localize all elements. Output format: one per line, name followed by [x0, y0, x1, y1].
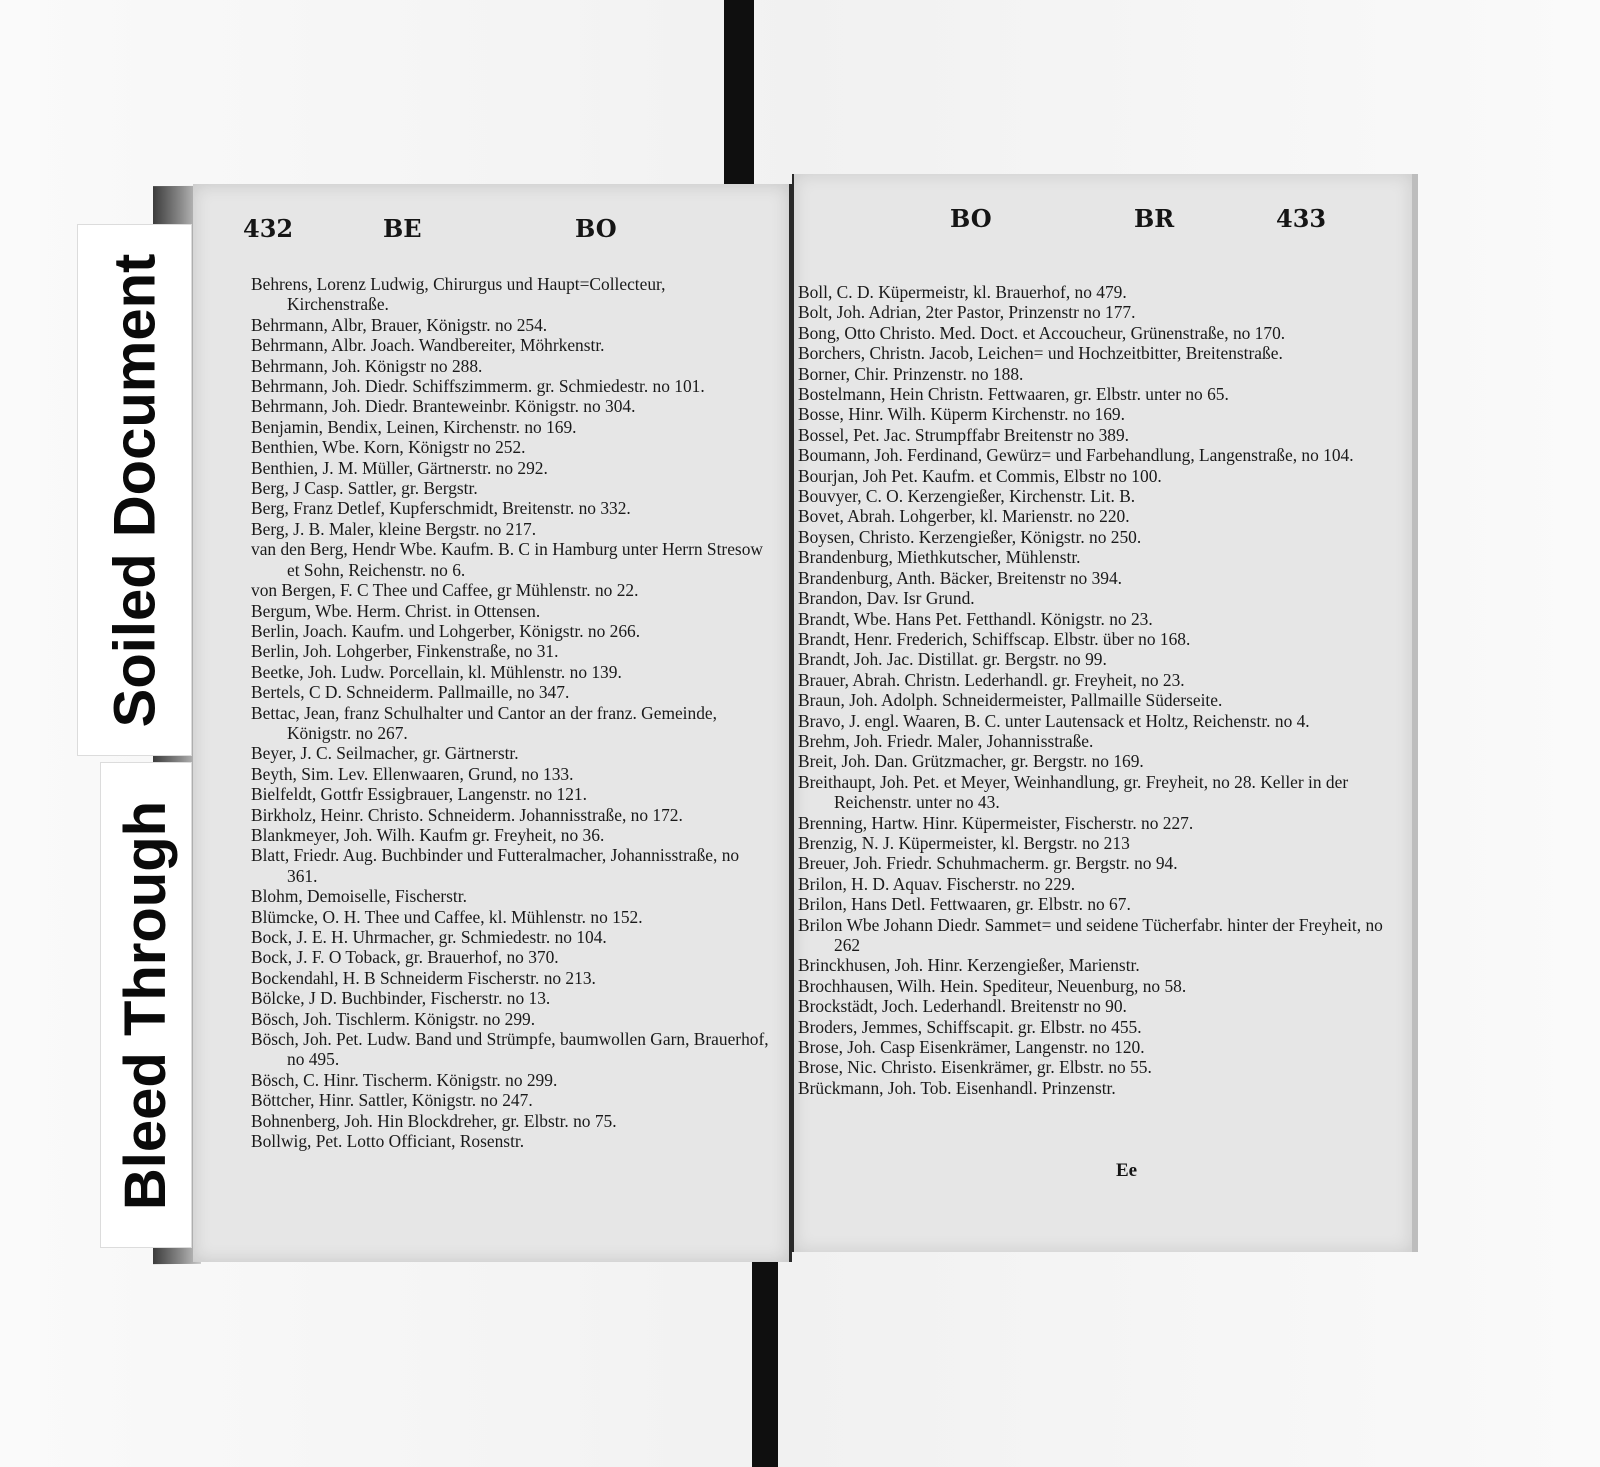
directory-entry: Berlin, Joh. Lohgerber, Finkenstraße, no 31.	[251, 641, 559, 662]
head-letters-left: BE	[383, 214, 422, 243]
directory-entry: Broders, Jemmes, Schiffscapit. gr. Elbstr. no 455.	[798, 1016, 1142, 1037]
directory-entry: Borner, Chir. Prinzenstr. no 188.	[798, 363, 1024, 384]
directory-entry: Bostelmann, Hein Christn. Fettwaaren, gr. Elbstr. unter no 65.	[798, 384, 1229, 405]
directory-entry: Bosse, Hinr. Wilh. Küperm Kirchenstr. no 169.	[798, 404, 1125, 425]
directory-entry: Blohm, Demoiselle, Fischerstr.	[251, 886, 467, 907]
directory-entry: Brose, Joh. Casp Eisenkrämer, Langenstr. no 120.	[798, 1037, 1145, 1058]
catchword: Ee	[1116, 1160, 1138, 1181]
page-number: 433	[1276, 204, 1327, 233]
directory-entries	[798, 282, 1398, 1098]
directory-entry: Braun, Joh. Adolph. Schneidermeister, Pallmaille Süderseite.	[798, 690, 1223, 711]
directory-entry: Benthien, J. M. Müller, Gärtnerstr. no 292.	[251, 457, 548, 478]
page-number: 432	[243, 214, 294, 243]
right-running-head	[844, 204, 1382, 244]
directory-entry: Bettac, Jean, franz Schulhalter und Cantor an der franz. Gemeinde, Königstr. no 267.	[251, 702, 717, 743]
left-page	[193, 184, 792, 1262]
directory-entries	[251, 274, 771, 1151]
directory-entry: von Bergen, F. C Thee und Caffee, gr Mühlenstr. no 22.	[251, 580, 639, 601]
directory-entry: Bösch, Joh. Pet. Ludw. Band und Strümpfe, baumwollen Garn, Brauerhof, no 495.	[251, 1029, 769, 1070]
directory-entry: Bölcke, J D. Buchbinder, Fischerstr. no 13.	[251, 988, 551, 1009]
directory-entry: Behrmann, Joh. Diedr. Branteweinbr. Königstr. no 304.	[251, 396, 636, 417]
directory-entry: Bock, J. E. H. Uhrmacher, gr. Schmiedestr. no 104.	[251, 927, 607, 947]
right-page	[792, 174, 1412, 1252]
head-letters-right: BR	[1134, 204, 1175, 233]
directory-entry: Berg, J Casp. Sattler, gr. Bergstr.	[251, 478, 478, 499]
directory-entry: Brockstädt, Joch. Lederhandl. Breitenstr no 90.	[798, 996, 1127, 1017]
head-letters-right: BO	[575, 214, 617, 243]
directory-entry: Bossel, Pet. Jac. Strumpffabr Breitenstr no 389.	[798, 424, 1130, 445]
directory-entry: Brehm, Joh. Friedr. Maler, Johannisstraße.	[798, 730, 1094, 751]
directory-entry: Brandt, Joh. Jac. Distillat. gr. Bergstr. no 99.	[798, 649, 1107, 670]
directory-entry: Blümcke, O. H. Thee und Caffee, kl. Mühlenstr. no 152.	[251, 906, 643, 927]
directory-entry: Brochhausen, Wilh. Hein. Spediteur, Neuenburg, no 58.	[798, 975, 1187, 996]
directory-entry: Brilon, Hans Detl. Fettwaaren, gr. Elbstr. no 67.	[798, 894, 1131, 915]
directory-entry: Bertels, C D. Schneiderm. Pallmaille, no 347.	[251, 682, 570, 703]
directory-entry: Bösch, Joh. Tischlerm. Königstr. no 299.	[251, 1008, 536, 1029]
directory-entry: Brandt, Henr. Frederich, Schiffscap. Elbstr. über no 168.	[798, 628, 1191, 649]
directory-entry: Bong, Otto Christo. Med. Doct. et Accoucheur, Grünenstraße, no 170.	[798, 322, 1286, 343]
directory-entry: Brandenburg, Miethkutscher, Mühlenstr.	[798, 547, 1081, 568]
directory-entry: Breithaupt, Joh. Pet. et Meyer, Weinhandlung, gr. Freyheit, no 28. Keller in der Reichenstr. unter no 43.	[798, 771, 1349, 813]
directory-entry: Böttcher, Hinr. Sattler, Königstr. no 247.	[251, 1090, 533, 1111]
directory-entry: Boumann, Joh. Ferdinand, Gewürz= und Farbehandlung, Langenstraße, no 104.	[798, 445, 1354, 466]
directory-entry: Bolt, Joh. Adrian, 2ter Pastor, Prinzenstr no 177.	[798, 302, 1136, 323]
directory-entry: Benjamin, Bendix, Leinen, Kirchenstr. no 169.	[251, 416, 577, 437]
directory-entry: Beyth, Sim. Lev. Ellenwaaren, Grund, no 133.	[251, 763, 574, 784]
directory-entry: Bouvyer, C. O. Kerzengießer, Kirchenstr. Lit. B.	[798, 486, 1136, 507]
directory-entry: Brinckhusen, Joh. Hinr. Kerzengießer, Marienstr.	[798, 955, 1140, 976]
directory-entry: Behrens, Lorenz Ludwig, Chirurgus und Haupt=Collecteur, Kirchenstraße.	[251, 274, 666, 315]
directory-entry: Breit, Joh. Dan. Grützmacher, gr. Bergstr. no 169.	[798, 751, 1144, 772]
directory-entry: Brenzig, N. J. Küpermeister, kl. Bergstr. no 213	[798, 832, 1130, 853]
directory-entry: van den Berg, Hendr Wbe. Kaufm. B. C in Hamburg unter Herrn Stresow et Sohn, Reichenstr. no 6.	[251, 539, 763, 580]
directory-entry: Brilon Wbe Johann Diedr. Sammet= und seidene Tücherfabr. hinter der Freyheit, no 262	[798, 914, 1383, 955]
directory-entry: Behrmann, Albr, Brauer, Königstr. no 254.	[251, 314, 548, 335]
directory-entry: Blankmeyer, Joh. Wilh. Kaufm gr. Freyheit, no 36.	[251, 824, 605, 845]
directory-entry: Bösch, C. Hinr. Tischerm. Königstr. no 299.	[251, 1069, 558, 1090]
directory-entry: Berg, Franz Detlef, Kupferschmidt, Breitenstr. no 332.	[251, 498, 631, 519]
directory-entry: Borchers, Christn. Jacob, Leichen= und Hochzeitbitter, Breitenstraße.	[798, 343, 1283, 364]
directory-entry: Bielfeldt, Gottfr Essigbrauer, Langenstr. no 121.	[251, 784, 587, 805]
binding-strip-top	[724, 0, 754, 185]
directory-entry: Behrmann, Joh. Königstr no 288.	[251, 355, 483, 376]
directory-entry: Birkholz, Heinr. Christo. Schneiderm. Johannisstraße, no 172.	[251, 804, 683, 825]
directory-entry: Blatt, Friedr. Aug. Buchbinder und Futteralmacher, Johannisstraße, no 361.	[251, 845, 740, 886]
directory-entry: Boysen, Christo. Kerzengießer, Königstr. no 250.	[798, 526, 1142, 547]
directory-entry: Bravo, J. engl. Waaren, B. C. unter Lautensack et Holtz, Reichenstr. no 4.	[798, 710, 1310, 731]
directory-entry: Brückmann, Joh. Tob. Eisenhandl. Prinzenstr.	[798, 1077, 1116, 1098]
directory-entry: Brauer, Abrah. Christn. Lederhandl. gr. Freyheit, no 23.	[798, 669, 1185, 690]
directory-entry: Berlin, Joach. Kaufm. und Lohgerber, Königstr. no 266.	[251, 620, 641, 641]
directory-entry: Behrmann, Joh. Diedr. Schiffszimmerm. gr. Schmiedestr. no 101.	[251, 376, 705, 397]
bleed-through-label: Bleed Through	[100, 762, 192, 1248]
directory-entry: Bourjan, Joh Pet. Kaufm. et Commis, Elbstr no 100.	[798, 465, 1162, 486]
directory-entry: Berg, J. B. Maler, kleine Bergstr. no 217.	[251, 518, 537, 539]
directory-entry: Brandon, Dav. Isr Grund.	[798, 588, 975, 609]
directory-entry: Brenning, Hartw. Hinr. Küpermeister, Fischerstr. no 227.	[798, 812, 1194, 833]
directory-entry: Bergum, Wbe. Herm. Christ. in Ottensen.	[251, 600, 541, 621]
directory-entry: Breuer, Joh. Friedr. Schuhmacherm. gr. Bergstr. no 94.	[798, 853, 1178, 874]
directory-entry: Brandt, Wbe. Hans Pet. Fetthandl. Königstr. no 23.	[798, 608, 1153, 629]
binding-strip-bottom	[752, 1260, 778, 1467]
soiled-document-label: Soiled Document	[77, 224, 192, 756]
directory-entry: Benthien, Wbe. Korn, Königstr no 252.	[251, 437, 526, 458]
directory-entry: Brose, Nic. Christo. Eisenkrämer, gr. Elbstr. no 55.	[798, 1057, 1152, 1078]
directory-entry: Bock, J. F. O Toback, gr. Brauerhof, no 370.	[251, 947, 559, 968]
directory-entry: Bollwig, Pet. Lotto Officiant, Rosenstr.	[251, 1131, 525, 1152]
directory-entry: Bohnenberg, Joh. Hin Blockdreher, gr. Elbstr. no 75.	[251, 1110, 617, 1131]
directory-entry: Beetke, Joh. Ludw. Porcellain, kl. Mühlenstr. no 139.	[251, 661, 622, 682]
directory-entry: Beyer, J. C. Seilmacher, gr. Gärtnerstr.	[251, 743, 519, 764]
left-running-head	[243, 214, 759, 254]
directory-entry: Bovet, Abrah. Lohgerber, kl. Marienstr. no 220.	[798, 506, 1130, 527]
head-letters-left: BO	[950, 204, 992, 233]
directory-entry: Bockendahl, H. B Schneiderm Fischerstr. no 213.	[251, 967, 596, 988]
directory-entry: Boll, C. D. Küpermeistr, kl. Brauerhof, no 479.	[798, 282, 1127, 302]
directory-entry: Brandenburg, Anth. Bäcker, Breitenstr no 394.	[798, 567, 1123, 588]
directory-entry: Behrmann, Albr. Joach. Wandbereiter, Möhrkenstr.	[251, 335, 605, 356]
directory-entry: Brilon, H. D. Aquav. Fischerstr. no 229.	[798, 873, 1076, 894]
